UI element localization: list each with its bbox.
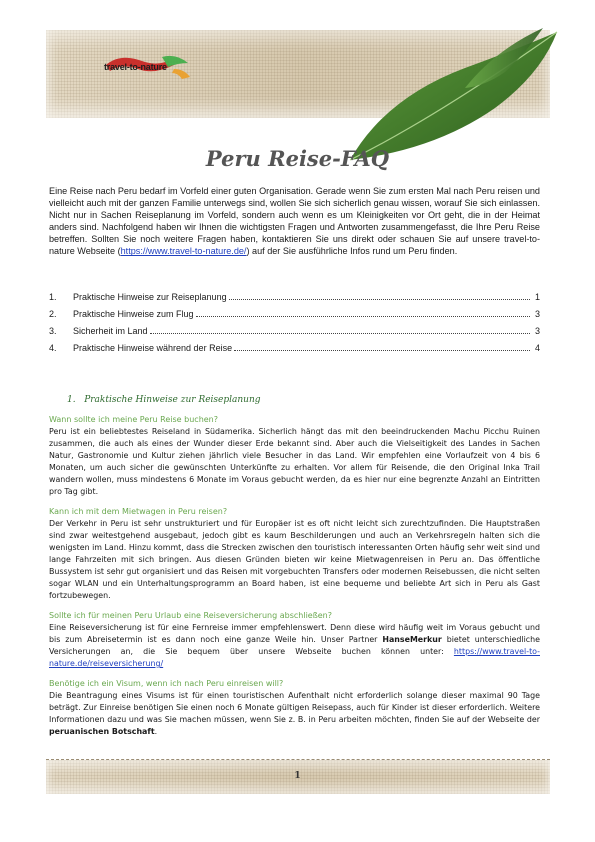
toc-title: Sicherheit im Land — [73, 326, 148, 336]
page-number: 1 — [294, 771, 301, 781]
toc-item[interactable] — [49, 326, 540, 343]
faq-answer — [49, 690, 540, 738]
faq-question: Kann ich mit dem Mietwagen in Peru reisen? — [49, 507, 228, 516]
insurance-link[interactable]: https://www.travel-to-nature.de/reiseversicherung/ — [49, 647, 540, 668]
toc-page: 3 — [534, 326, 540, 336]
section-title: Praktische Hinweise zur Reiseplanung — [84, 395, 261, 405]
toc-page: 1 — [534, 292, 540, 302]
intro-paragraph — [49, 185, 540, 258]
toc-page: 3 — [534, 309, 540, 319]
intro-text-after: ) auf der Sie ausführliche Infos rund um Peru finden. — [246, 246, 458, 257]
faq-answer: Der Verkehr in Peru ist sehr unstrukturiert und für Europäer ist es oft nicht leicht sich zurechtzufinden. Die Hauptstraßen sind zwar weitestgehend ausgebaut, jedoch gibt es kaum Beschilderungen und auch an Verkehrsregeln halten sich die wenigsten im Land. Hinzu kommt, dass die Strecken zwischen den touristisch interessanten Orten häufig sehr weit sind und lange Fahrzeiten mit sich bringen. Aus diesen Gründen bieten wir keine Mietwagenreisen in Peru an. Das öffentliche Bussystem ist sehr gut organisiert und das Reisen mit vorgebuchten Transfers oder modernen Reisebussen, die nicht selten sogar WLAN und ein Unterhaltungsprogramm an Board haben, ist eine bequeme und beliebte Art sich in Peru als Gast fortzubewegen. — [49, 519, 540, 600]
intro-website-link[interactable]: https://www.travel-to-nature.de/ — [120, 246, 247, 257]
faq-answer-text: . — [154, 727, 158, 736]
toc-title: Praktische Hinweise während der Reise — [73, 343, 233, 353]
toc-number: 4. — [49, 343, 57, 353]
table-of-contents — [49, 292, 540, 360]
logo-text: travel-to-nature — [104, 62, 167, 72]
faq-answer-text: Eine Reiseversicherung ist für eine Fernreise immer empfehlenswert. Denn diese wird häufig weit im Voraus gebucht und bis zum Abreisetermin ist es dann noch eine ganze Weile hin. Unser Partner — [49, 623, 540, 644]
section-heading — [67, 395, 261, 405]
faq-content — [49, 414, 540, 746]
toc-item[interactable] — [49, 309, 540, 326]
toc-number: 1. — [49, 292, 57, 302]
partner-name: HanseMerkur — [382, 635, 442, 644]
toc-leader — [234, 350, 530, 351]
section-number: 1. — [67, 395, 76, 405]
toc-title: Praktische Hinweise zur Reiseplanung — [73, 292, 227, 302]
toc-leader — [229, 299, 530, 300]
toc-title: Praktische Hinweise zum Flug — [73, 309, 194, 319]
faq-question: Benötige ich ein Visum, wenn ich nach Peru einreisen will? — [49, 679, 284, 688]
intro-text: Eine Reise nach Peru bedarf im Vorfeld einer guten Organisation. Gerade wenn Sie zum ersten Mal nach Peru reisen und vielleicht auch mit der ganzen Familie unterwegs sind, wollen Sie sich sicherlich genau wissen, worauf Sie sich einlassen. Nicht nur in Sachen Reiseplanung im Vorfeld, sondern auch wenn es um Kleinigkeiten vor Ort geht, die in der Heimat anders sind. Nachfolgend haben wir Ihnen die wichtigsten Fragen und Antworten zusammengefasst, die Ihre Peru Reise betreffen. Sollten Sie noch weitere Fragen haben, kontaktieren Sie uns direkt oder schauen Sie auf unsere travel-to-nature Webseite ( — [49, 186, 540, 257]
toc-leader — [196, 316, 530, 317]
faq-answer: Peru ist ein beliebtestes Reiseland in Südamerika. Sicherlich hängt das mit den beeindruckenden Machu Picchu Ruinen zusammen, die auch als eines der Wunder dieser Erde bekannt sind. Aber auch die Vielseitigkeit des Landes in Sachen Natur, Gastronomie und Kultur ziehen jährlich viele Besucher in das Land. Wir empfehlen eine Vorlaufzeit von 4 bis 6 Monaten, um auch sicher die gewünschten Unterkünfte zu erhalten. Vor allem für Reisende, die den Original Inka Trail wandern wollen, muss mindestens 6 Monate im Voraus gebucht werden, da es hier nur eine begrenzte Anzahl an Eintritten pro Tag gibt. — [49, 427, 540, 496]
faq-answer-text: Die Beantragung eines Visums ist für einen touristischen Aufenthalt nicht erforderlich solange dieser maximal 90 Tage beträgt. Zur Einreise benötigen Sie einen noch 6 Monate gültigen Reisepass, auch für Kinder ist dieser erforderlich. Weitere Informationen dazu und was Sie machen müssen, wenn Sie z. B. in Peru arbeiten möchten, finden Sie auf der Webseite der — [49, 691, 540, 724]
page-title: Peru Reise-FAQ — [205, 146, 390, 171]
toc-item[interactable] — [49, 343, 540, 360]
toc-leader — [150, 333, 530, 334]
faq-question: Wann sollte ich meine Peru Reise buchen? — [49, 415, 218, 424]
embassy-name: peruanischen Botschaft — [49, 727, 155, 736]
faq-answer-text: bietet unterschiedliche Versicherungen an, die Sie bequem über unsere Webseite buchen können unter: — [49, 635, 540, 656]
toc-page: 4 — [534, 343, 540, 353]
faq-answer — [49, 622, 540, 670]
toc-number: 3. — [49, 326, 57, 336]
toc-number: 2. — [49, 309, 57, 319]
toc-item[interactable] — [49, 292, 540, 309]
faq-question: Sollte ich für meinen Peru Urlaub eine Reiseversicherung abschließen? — [49, 611, 332, 620]
